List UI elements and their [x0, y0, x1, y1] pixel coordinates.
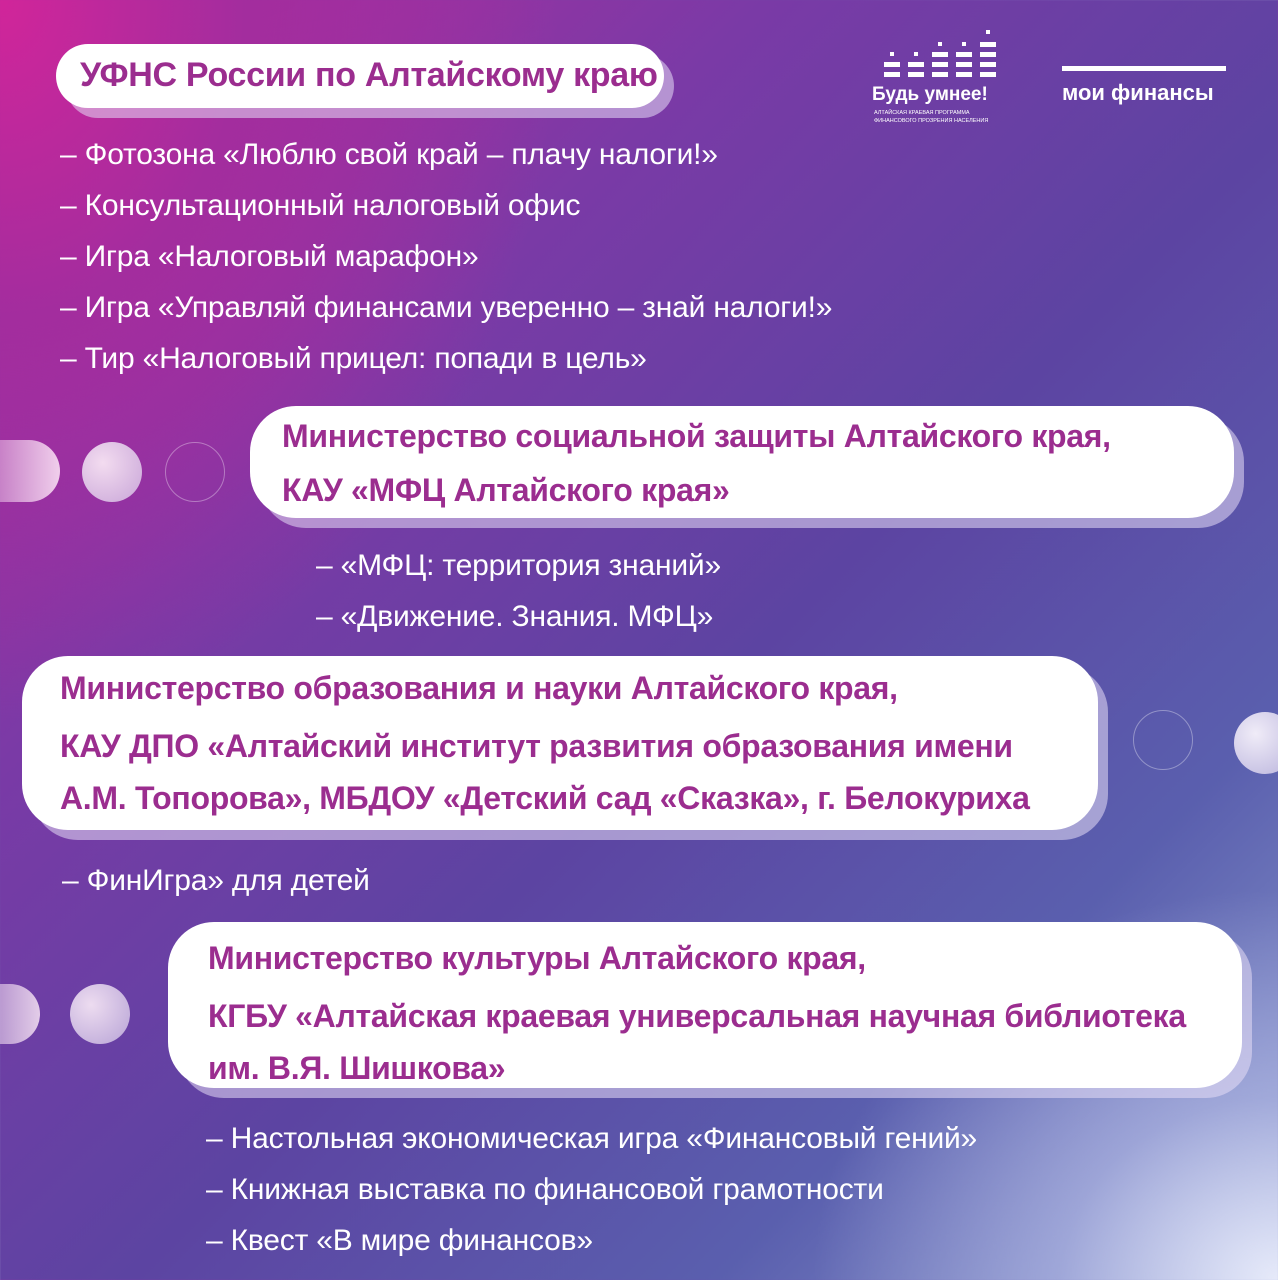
- section4-item-3: – Квест «В мире финансов»: [206, 1224, 593, 1257]
- logo-left-subtitle-2: ФИНАНСОВОГО ПРОЗРЕНИЯ НАСЕЛЕНИЯ: [874, 118, 989, 124]
- section2-item-1: – «МФЦ: территория знаний»: [316, 549, 721, 582]
- section3-item-1: – ФинИгра» для детей: [62, 864, 370, 897]
- section4-item-2: – Книжная выставка по финансовой грамотности: [206, 1173, 884, 1206]
- section4-item-1: – Настольная экономическая игра «Финансовый гений»: [206, 1122, 978, 1155]
- logo-right-title: мои финансы: [1062, 80, 1214, 105]
- section2-item-2: – «Движение. Знания. МФЦ»: [316, 600, 714, 633]
- section4-title-3: им. В.Я. Шишкова»: [208, 1050, 506, 1086]
- section4-title-1: Министерство культуры Алтайского края,: [208, 940, 866, 976]
- logo-right: [1062, 62, 1232, 112]
- section1-item-3: – Игра «Налоговый марафон»: [60, 240, 479, 273]
- section1-item-5: – Тир «Налоговый прицел: попади в цель»: [60, 342, 647, 375]
- section2-title-1: Министерство социальной защиты Алтайского края,: [282, 418, 1111, 454]
- section3-title-1: Министерство образования и науки Алтайского края,: [60, 670, 898, 706]
- section1-item-2: – Консультационный налоговый офис: [60, 189, 581, 222]
- section1-item-4: – Игра «Управляй финансами уверенно – знай налоги!»: [60, 291, 833, 324]
- logo-left-subtitle-1: АЛТАЙСКАЯ КРАЕВАЯ ПРОГРАММА: [874, 110, 970, 116]
- decor-circle-right-1: [1234, 712, 1278, 774]
- section1-title: УФНС России по Алтайскому краю: [80, 56, 658, 94]
- decor-ring-left-1: [165, 442, 225, 502]
- decor-ring-right-1: [1133, 710, 1193, 770]
- section3-title-3: А.М. Топорова», МБДОУ «Детский сад «Сказка», г. Белокуриха: [60, 780, 1030, 816]
- decor-circle-left-1: [82, 442, 142, 502]
- section3-title-2: КАУ ДПО «Алтайский институт развития образования имени: [60, 728, 1013, 764]
- decor-circle-left-2: [70, 984, 130, 1044]
- section1-item-1: – Фотозона «Люблю свой край – плачу налоги!»: [60, 138, 718, 171]
- logo-right-line: [1062, 66, 1226, 71]
- logo-left-title: Будь умнее!: [872, 84, 988, 105]
- section4-title-2: КГБУ «Алтайская краевая универсальная научная библиотека: [208, 998, 1186, 1034]
- decor-bar-left-2: [0, 984, 40, 1044]
- section2-title-2: КАУ «МФЦ Алтайского края»: [282, 472, 730, 508]
- equalizer-bars-icon: [880, 28, 1004, 80]
- decor-bar-left-1: [0, 440, 60, 502]
- logo-left: [872, 28, 1012, 128]
